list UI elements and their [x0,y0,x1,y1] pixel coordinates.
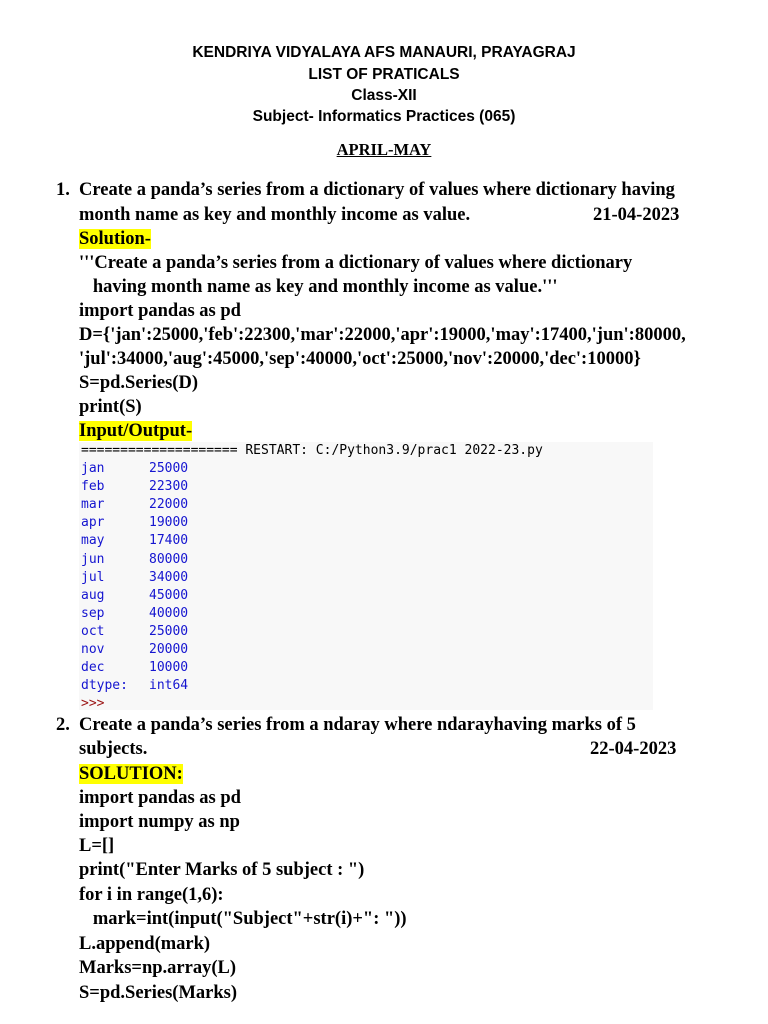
q2-code-line: mark=int(input("Subject"+str(i)+": ")) [79,909,407,929]
q2-code-line: L=[] [79,836,115,856]
list-title: LIST OF PRATICALS [308,66,460,83]
console-row: sep 40000 [81,605,189,621]
console-row: dec 10000 [81,660,189,676]
class-label: Class-XII [351,87,417,104]
q1-io-label: Input/Output- [79,421,193,441]
console-row: nov 20000 [81,642,189,658]
subject-label: Subject- Informatics Practices (065) [252,108,516,125]
q1-code-line: import pandas as pd [79,301,241,321]
q1-code-line: D={'jan':25000,'feb':22300,'mar':22000,'apr':19000,'may':17400,'jun':80000, [79,325,686,345]
q1-code-line: 'jul':34000,'aug':45000,'sep':40000,'oct':25000,'nov':20000,'dec':10000} [79,349,641,369]
q1-solution-label: Solution- [79,229,151,249]
q1-code-line: '''Create a panda’s series from a dictionary of values where dictionary [79,253,633,273]
console-row: feb 22300 [81,479,189,495]
q1-code-line: having month name as key and monthly income as value.''' [79,277,558,297]
q2-code-line: print("Enter Marks of 5 subject : ") [79,860,365,880]
q1-number: 1. [56,180,70,200]
q1-text-line2: month name as key and monthly income as value. [79,205,471,225]
console-output [79,442,653,710]
console-row: apr 19000 [81,515,189,531]
q2-code-line: for i in range(1,6): [79,885,224,905]
q2-text-line1: Create a panda’s series from a ndaray where ndarayhaving marks of 5 [79,715,636,735]
console-prompt: >>> [81,696,105,710]
q1-text-line1: Create a panda’s series from a dictionary of values where dictionary having [79,180,675,200]
q2-code-line: import numpy as np [79,812,240,832]
console-row: oct 25000 [81,623,189,639]
console-restart-line: ==================== RESTART: C:/Python3.9/prac1 2022-23.py [81,443,543,458]
console-row: mar 22000 [81,497,189,513]
q2-code-line: L.append(mark) [79,934,211,954]
q2-code-line: S=pd.Series(Marks) [79,983,238,1003]
q1-code-line: print(S) [79,397,142,417]
q1-code-line: S=pd.Series(D) [79,373,198,393]
q2-code-line: import pandas as pd [79,788,241,808]
q1-date: 21-04-2023 [593,205,680,225]
q2-date: 22-04-2023 [590,739,677,759]
q2-solution-label: SOLUTION: [79,764,183,784]
console-row: jun 80000 [81,551,189,567]
q2-text-line2: subjects. [79,739,148,759]
console-row: aug 45000 [81,587,189,603]
console-row: jul 34000 [81,569,189,585]
period-heading: APRIL-MAY [336,140,432,159]
console-row: jan 25000 [81,461,189,477]
q2-number: 2. [56,715,70,735]
q2-code-line: Marks=np.array(L) [79,958,236,978]
console-row: dtype: int64 [81,678,189,694]
console-row: may 17400 [81,533,189,549]
school-name: KENDRIYA VIDYALAYA AFS MANAURI, PRAYAGRAJ [192,44,576,61]
